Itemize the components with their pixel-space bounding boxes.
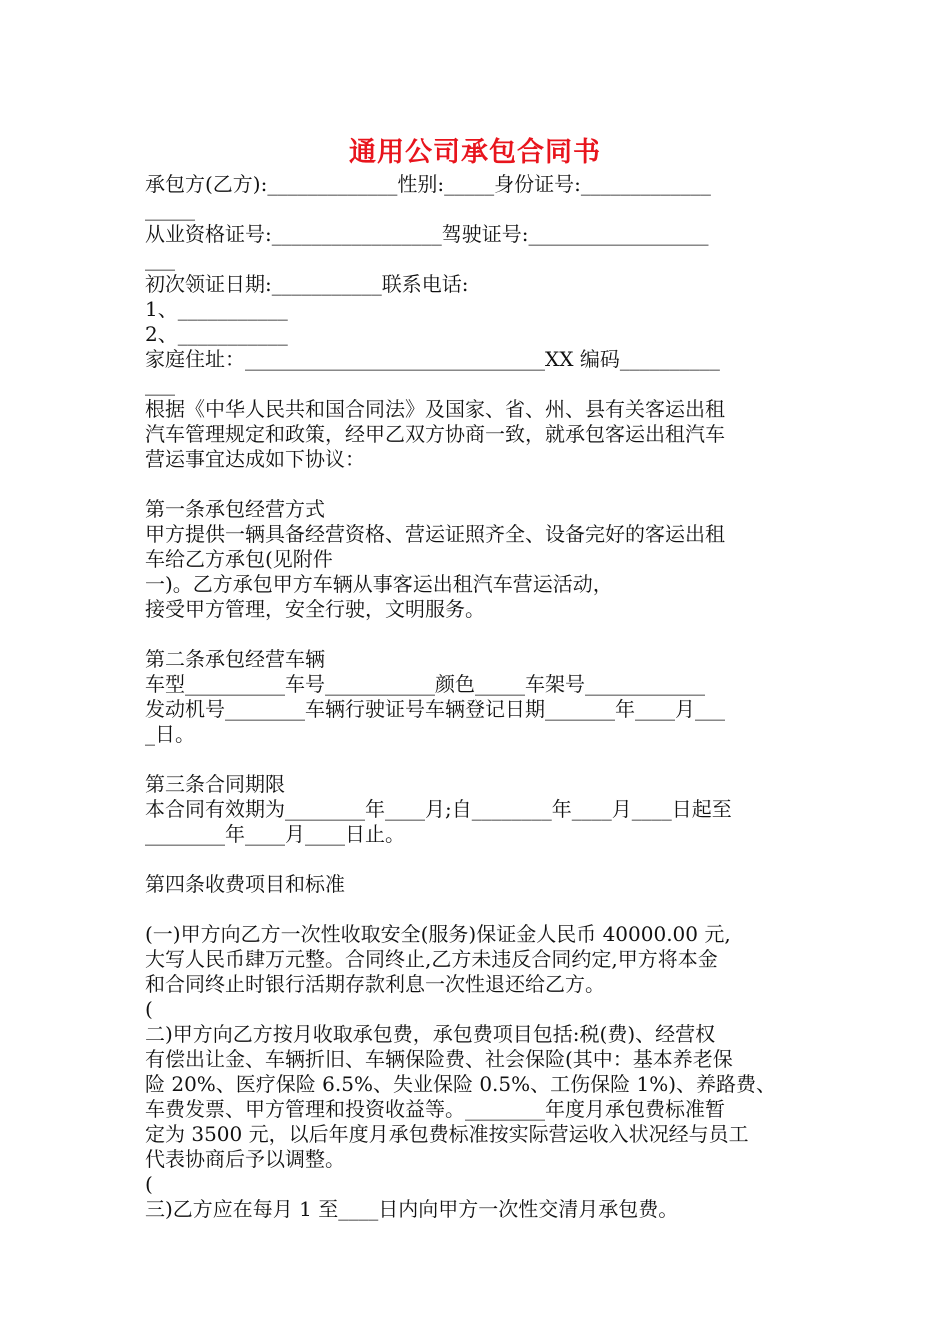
text-line: 甲方提供一辆具备经营资格、营运证照齐全、设备完好的客运出租 <box>145 522 725 546</box>
text-line: 险 20%、医疗保险 6.5%、失业保险 0.5%、工伤保险 1%)、养路费、 <box>145 1072 777 1096</box>
blank-line <box>145 472 810 497</box>
text-line: ________年____月____日止。 <box>145 822 405 846</box>
text-line: 三)乙方应在每月 1 至____日内向甲方一次性交清月承包费。 <box>145 1197 679 1221</box>
text-line: 车型__________车号___________颜色_____车架号____________ <box>145 672 705 696</box>
text-line: 二)甲方向乙方按月收取承包费，承包费项目包括:税(费)、经营权 <box>145 1022 716 1046</box>
text-line: 一)。乙方承包甲方车辆从事客运出租汽车营运活动， <box>145 572 613 596</box>
blank-line <box>145 847 810 872</box>
text-line: 营运事宜达成如下协议： <box>145 447 365 471</box>
text-line: 发动机号________车辆行驶证号车辆登记日期_______年____月___ <box>145 697 725 721</box>
text-line: ( <box>145 997 153 1021</box>
text-line: 汽车管理规定和政策，经甲乙双方协商一致，就承包客运出租汽车 <box>145 422 725 446</box>
text-line: 第一条承包经营方式 <box>145 497 325 521</box>
blank-line <box>145 897 810 922</box>
text-line: 1、___________ <box>145 297 288 321</box>
text-line: 第四条收费项目和标准 <box>145 872 345 896</box>
document-title: 通用公司承包合同书 <box>349 137 601 168</box>
text-line: (一)甲方向乙方一次性收取安全(服务)保证金人民币 40000.00 元, <box>145 922 731 946</box>
text-line: 本合同有效期为________年____月;自________年____月____日起至 <box>145 797 732 821</box>
text-line: 初次领证日期:___________联系电话: <box>145 272 469 296</box>
text-line: ___ <box>145 247 175 271</box>
text-line: 代表协商后予以调整。 <box>145 1147 345 1171</box>
text-line: _____ <box>145 197 195 221</box>
text-line: _日。 <box>145 722 195 746</box>
text-line: 第三条合同期限 <box>145 772 285 796</box>
text-line: 家庭住址：______________________________XX 编码__________ <box>145 347 720 371</box>
text-line: 从业资格证号:_________________驾驶证号:__________________ <box>145 222 709 246</box>
blank-line <box>145 622 810 647</box>
text-line: 根据《中华人民共和国合同法》及国家、省、州、县有关客运出租 <box>145 397 725 421</box>
text-line: 和合同终止时银行活期存款利息一次性退还给乙方。 <box>145 972 605 996</box>
text-line: 有偿出让金、车辆折旧、车辆保险费、社会保险(其中：基本养老保 <box>145 1047 733 1071</box>
blank-line <box>145 747 810 772</box>
text-line: 大写人民币肆万元整。合同终止,乙方未违反合同约定,甲方将本金 <box>145 947 718 971</box>
text-line: 定为 3500 元，以后年度月承包费标准按实际营运收入状况经与员工 <box>145 1122 749 1146</box>
text-line: ___ <box>145 372 175 396</box>
text-line: ( <box>145 1172 153 1196</box>
text-line: 承包方(乙方):_____________性别:_____身份证号:_____________ <box>145 172 711 196</box>
text-line: 接受甲方管理，安全行驶，文明服务。 <box>145 597 485 621</box>
text-line: 车给乙方承包(见附件 <box>145 547 333 571</box>
text-line: 车费发票、甲方管理和投资收益等。________年度月承包费标准暂 <box>145 1097 725 1121</box>
document-body <box>145 172 810 1222</box>
text-line: 2、___________ <box>145 322 288 346</box>
text-line: 第二条承包经营车辆 <box>145 647 325 671</box>
